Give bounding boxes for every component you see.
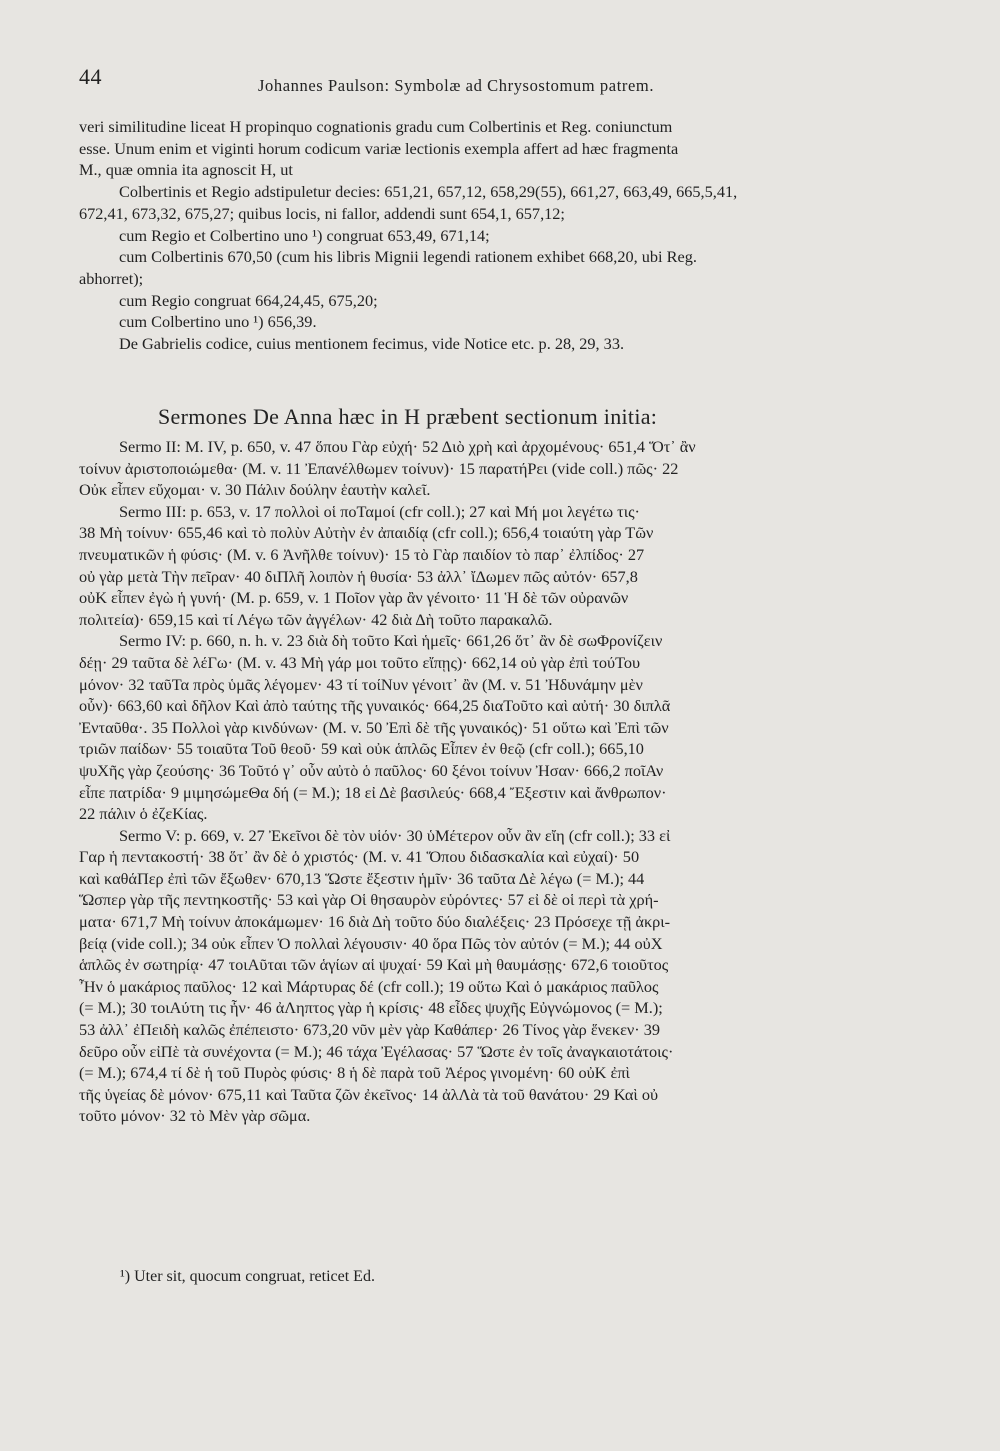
sermon-line: εἶπε πατρίδα· 9 μιμησώμεΘα δή (= M.); 18 εἰ Δὲ βασιλεύς· 668,4 Ἔξεστιν καὶ ἄνθρωπον· [79,782,667,802]
sermon-line: (= M.); 674,4 τί δὲ ἡ τοῦ Πυρὸς φύσις· 8 ἡ δὲ παρὰ τοῦ Ἀέρος γινομένη· 60 οὐΚ ἐπὶ [79,1063,630,1083]
sermon-line: καὶ καθάΠερ ἐπὶ τῶν ἔξωθεν· 670,13 Ὥστε ἔξεστιν ἡμῖν· 36 ταῦτα Δὲ λέγω (= M.); 44 [79,868,645,888]
sermon-line: Sermo V: p. 669, v. 27 Ἐκεῖνοι δὲ τὸν υἱόν· 30 ὑΜέτερον οὖν ἂν εἴη (cfr coll.); 33 εἰ [119,825,671,845]
intro-line: cum Regio congruat 664,24,45, 675,20; [119,290,378,310]
sermon-line: (= M.); 30 τοιΑύτη τις ἦν· 46 ἀΛηπτος γὰρ ἡ κρίσις· 48 εἶδες ψυχῆς Εὐγνώμονος (= M.); [79,998,663,1018]
sermon-line: οὖν)· 663,60 καὶ δῆλον Καὶ ἀπὸ ταύτης τῆς γυναικός· 664,25 διαΤοῦτο καὶ αὐτή· 30 διπλᾶ [79,696,671,716]
sermon-line: Οὐκ εἶπεν εὔχομαι· v. 30 Πάλιν δούλην ἑαυτὴν καλεῖ. [79,480,431,500]
intro-line: De Gabrielis codice, cuius mentionem fecimus, vide Notice etc. p. 28, 29, 33. [119,334,625,354]
sermon-line: μόνον· 32 ταῦΤα πρὸς ὑμᾶς λέγομεν· 43 τί τοίΝυν γένοιτ᾽ ἂν (M. v. 51 Ἠδυνάμην μὲν [79,674,643,694]
sermon-line: ψυΧῆς γὰρ ζεούσης· 36 Τοῦτό γ᾽ οὖν αὐτὸ ὁ παῦλος· 60 ξένοι τοίνυν Ἠσαν· 666,2 ποῖΑν [79,760,664,780]
sermon-line: τοίνυν ἀριστοποιώμεθα· (M. v. 11 Ἐπανέλθωμεν τοίνυν)· 15 παρατήΡει (vide coll.) πῶς· 22 [79,458,679,478]
sermon-line: 38 Μὴ τοίνυν· 655,46 καὶ τὸ πολὺν Αὐτὴν ἐν ἀπαιδίᾳ (cfr coll.); 656,4 τοιαύτη γὰρ Τῶν [79,523,654,543]
sermon-line: Sermo IV: p. 660, n. h. v. 23 διὰ δὴ τοῦτο Καὶ ἡμεῖς· 661,26 ὅτ᾽ ἂν δὲ σωΦρονίζειν [119,631,663,651]
intro-line: cum Colbertinis 670,50 (cum his libris Mignii legendi rationem exhibet 668,20, ubi Reg. [119,247,697,267]
intro-line: Colbertinis et Regio adstipuletur decies: 651,21, 657,12, 658,29(55), 661,27, 663,49, 665,5,41, [119,182,738,202]
sermon-line: οὐ γὰρ μετὰ Τὴν πεῖραν· 40 διΠλῆ λοιπὸν ἡ θυσία· 53 ἀλλ᾽ ἴΔωμεν πῶς αὐτόν· 657,8 [79,566,638,586]
intro-line: M., quæ omnia ita agnoscit H, ut [79,160,293,180]
running-title: Johannes Paulson: Symbolæ ad Chrysostomum patrem. [258,76,655,95]
sermon-line: 53 ἀλλ᾽ ἐΠειδὴ καλῶς ἐπέπειστο· 673,20 νῦν μὲν γὰρ Καθάπερ· 26 Τίνος γὰρ ἕνεκεν· 39 [79,1020,661,1040]
sermon-line: τριῶν παίδων· 55 τοιαῦτα Τοῦ θεοῦ· 59 καὶ οὐκ ἁπλῶς Εἶπεν ἐν θεῷ (cfr coll.); 665,10 [79,739,644,759]
sermon-line: δεῦρο οὖν εἰΠὲ τὰ συνέχοντα (= M.); 46 τάχα Ἐγέλασας· 57 Ὥστε ἐν τοῖς ἀναγκαιοτάτοις· [79,1041,674,1061]
sermon-line: οὐΚ εἶπεν ἐγὼ ἡ γυνή· (M. p. 659, v. 1 Ποῖον γὰρ ἂν γένοιτο· 11 Ἡ δὲ τῶν οὐρανῶν [79,588,629,608]
intro-paragraph [79,116,897,355]
sermon-line: Ἦν ὁ μακάριος παῦλος· 12 καὶ Μάρτυρας δέ (cfr coll.); 19 οὕτω Καὶ ὁ μακάριος παῦλος [79,976,659,996]
intro-line: abhorret); [79,268,144,288]
sermon-line: Ὥσπερ γὰρ τῆς πεντηκοστῆς· 53 καὶ γὰρ Οἱ θησαυρὸν εὑρόντες· 57 εἰ δὲ οἱ περὶ τὰ χρή- [79,890,659,910]
sermon-line: Sermo III: p. 653, v. 17 πολλοὶ οἱ ποΤαμοί (cfr coll.); 27 καὶ Μή μοι λεγέτω τις· [119,501,640,521]
sermon-line: ἁπλῶς ἐν σωτηρίᾳ· 47 τοιΑῦται τῶν ἁγίων αἱ ψυχαί· 59 Καὶ μὴ θαυμάσῃς· 672,6 τοιοῦτος [79,955,669,975]
sermon-line: τοῦτο μόνον· 32 τὸ Μὲν γὰρ σῶμα. [79,1106,311,1126]
intro-line: veri similitudine liceat H propinquo cognationis gradu cum Colbertinis et Reg. coniunctum [79,117,673,136]
intro-line: 672,41, 673,32, 675,27; quibus locis, ni fallor, addendi sunt 654,1, 657,12; [79,203,565,223]
sermon-line: πολιτεία)· 659,15 καὶ τί Λέγω τῶν ἀγγέλων· 42 διὰ Δὴ τοῦτο παρακαλῶ. [79,609,553,629]
sermon-line: τῆς ὑγείας δὲ μόνον· 675,11 καὶ Ταῦτα ζῶν ἐκεῖνος· 14 ἀλΛὰ τὰ τοῦ θανάτου· 29 Καὶ οὐ [79,1084,659,1104]
sermon-line: δέῃ· 29 ταῦτα δὲ λέΓω· (M. v. 43 Μὴ γάρ μοι τοῦτο εἴπῃς)· 662,14 οὐ γὰρ ἐπὶ τούΤου [79,652,641,672]
sermon-line: πνευματικῶν ἡ φύσις· (M. v. 6 Ἀνῆλθε τοίνυν)· 15 τὸ Γὰρ παιδίον τὸ παρ᾽ ἐλπίδος· 27 [79,544,645,564]
sermon-line: βείᾳ (vide coll.); 34 οὐκ εἶπεν Ὁ πολλαὶ λέγουσιν· 40 ὅρα Πῶς τὸν αὐτόν (= M.); 44 οὐΧ [79,933,663,953]
sermon-line: Γαρ ἡ πεντακοστή· 38 ὅτ᾽ ἂν δὲ ὁ χριστός· (M. v. 41 Ὅπου διδασκαλία καὶ εὐχαί)· 50 [79,847,640,867]
sermon-line: 22 πάλιν ὁ ἐζεΚίας. [79,804,208,824]
intro-line: cum Colbertino uno ¹) 656,39. [119,312,317,332]
sermon-line: Sermo II: M. IV, p. 650, v. 47 ὅπου Γὰρ εὐχή· 52 Διὸ χρὴ καὶ ἀρχομένους· 651,4 Ὅτ᾽ ἂν [119,437,696,456]
section-heading: Sermones De Anna hæc in H præbent sectionum initia: [158,404,658,429]
sermon-line: ματα· 671,7 Μὴ τοίνυν ἀποκάμωμεν· 16 διὰ Δὴ τοῦτο δύο διαλέξεις· 23 Πρόσεχε τῇ ἀκρι- [79,912,671,932]
sermon-sections [79,436,897,1127]
intro-line: cum Regio et Colbertino uno ¹) congruat 653,49, 671,14; [119,225,490,245]
intro-line: esse. Unum enim et viginti horum codicum variæ lectionis exempla affert ad hæc fragmenta [79,138,679,158]
footnote: ¹) Uter sit, quocum congruat, reticet Ed. [120,1268,375,1285]
sermon-line: Ἐνταῦθα·. 35 Πολλοὶ γὰρ κινδύνων· (M. v. 50 Ἐπὶ δὲ τῆς γυναικός)· 51 οὕτω καὶ Ἐπὶ τῶν [79,717,669,737]
page-number: 44 [79,64,102,89]
